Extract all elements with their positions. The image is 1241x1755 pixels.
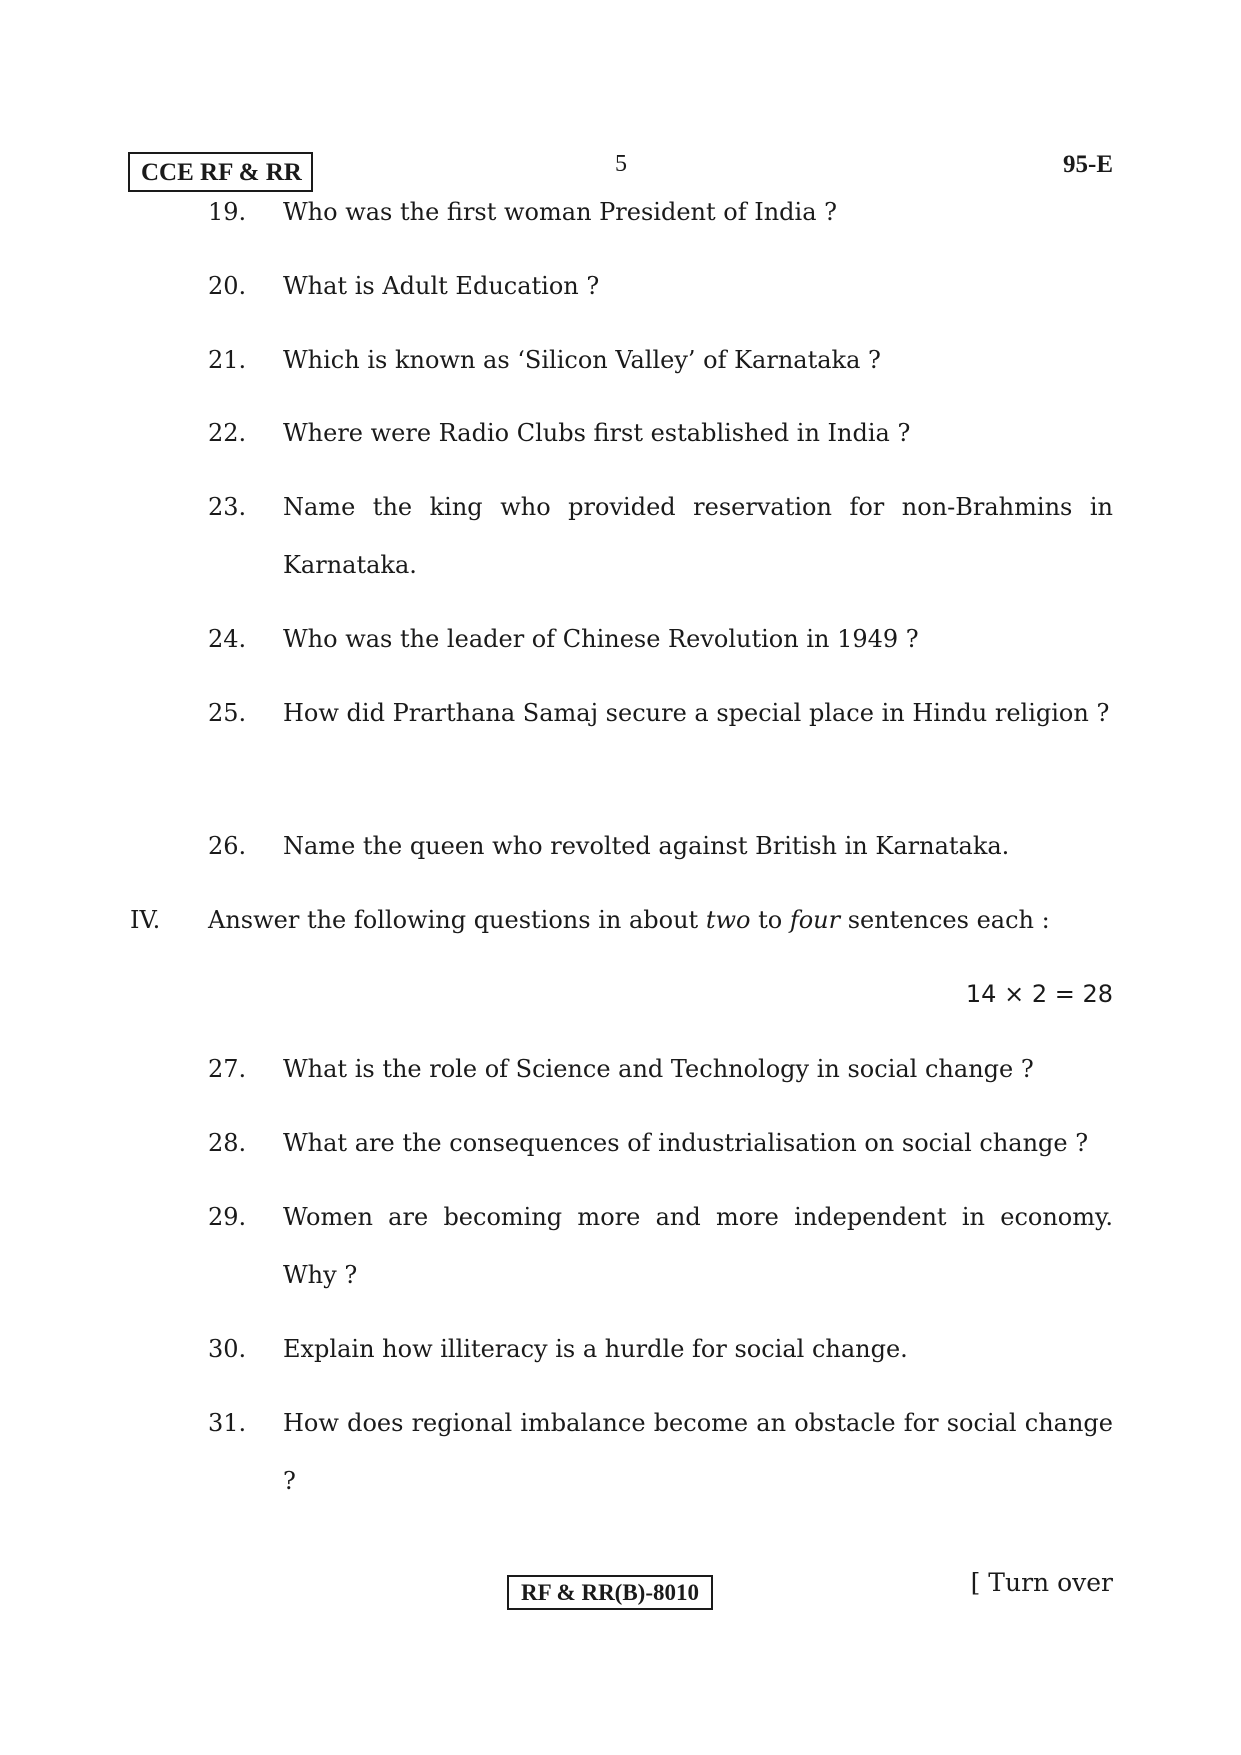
paper-code-box: CCE RF & RR bbox=[128, 152, 313, 192]
question-number: 31. bbox=[208, 1409, 247, 1437]
question-number: 28. bbox=[208, 1129, 247, 1157]
question-number: 27. bbox=[208, 1055, 247, 1083]
question-text: Women are becoming more and more independent in economy. Why ? bbox=[283, 1203, 1113, 1289]
question-number: 19. bbox=[208, 198, 247, 226]
question-text: Where were Radio Clubs first established in India ? bbox=[283, 419, 911, 447]
question-text: What is the role of Science and Technology in social change ? bbox=[283, 1055, 1034, 1083]
footer-code-box: RF & RR(B)-8010 bbox=[507, 1575, 713, 1610]
section-instruction: Answer the following questions in about two to four sentences each : bbox=[208, 906, 1050, 934]
question-text: How did Prarthana Samaj secure a special place in Hindu religion ? bbox=[283, 699, 1110, 727]
question-text: Name the king who provided reservation for non-Brahmins in Karnataka. bbox=[283, 493, 1113, 579]
question-number: 30. bbox=[208, 1335, 247, 1363]
turn-over-note: [ Turn over bbox=[970, 1568, 1113, 1597]
marks-allocation: 14 × 2 = 28 bbox=[965, 980, 1113, 1008]
question-text: Name the queen who revolted against British in Karnataka. bbox=[283, 832, 1010, 860]
question-number: 26. bbox=[208, 832, 247, 860]
page-number: 5 bbox=[615, 151, 627, 177]
question-text: What are the consequences of industrialisation on social change ? bbox=[283, 1129, 1089, 1157]
question-number: 22. bbox=[208, 419, 247, 447]
section-number: IV. bbox=[130, 906, 161, 934]
question-number: 23. bbox=[208, 493, 247, 521]
version-code: 95-E bbox=[1063, 151, 1113, 178]
question-number: 25. bbox=[208, 699, 247, 727]
question-text: Who was the leader of Chinese Revolution in 1949 ? bbox=[283, 625, 919, 653]
question-text: How does regional imbalance become an obstacle for social change ? bbox=[283, 1409, 1113, 1495]
question-text: Who was the first woman President of India ? bbox=[283, 198, 838, 226]
question-number: 20. bbox=[208, 272, 247, 300]
question-text: Which is known as ‘Silicon Valley’ of Karnataka ? bbox=[283, 346, 881, 374]
question-text: Explain how illiteracy is a hurdle for social change. bbox=[283, 1335, 908, 1363]
question-text: What is Adult Education ? bbox=[283, 272, 600, 300]
question-number: 21. bbox=[208, 346, 247, 374]
question-number: 24. bbox=[208, 625, 247, 653]
question-number: 29. bbox=[208, 1203, 247, 1231]
